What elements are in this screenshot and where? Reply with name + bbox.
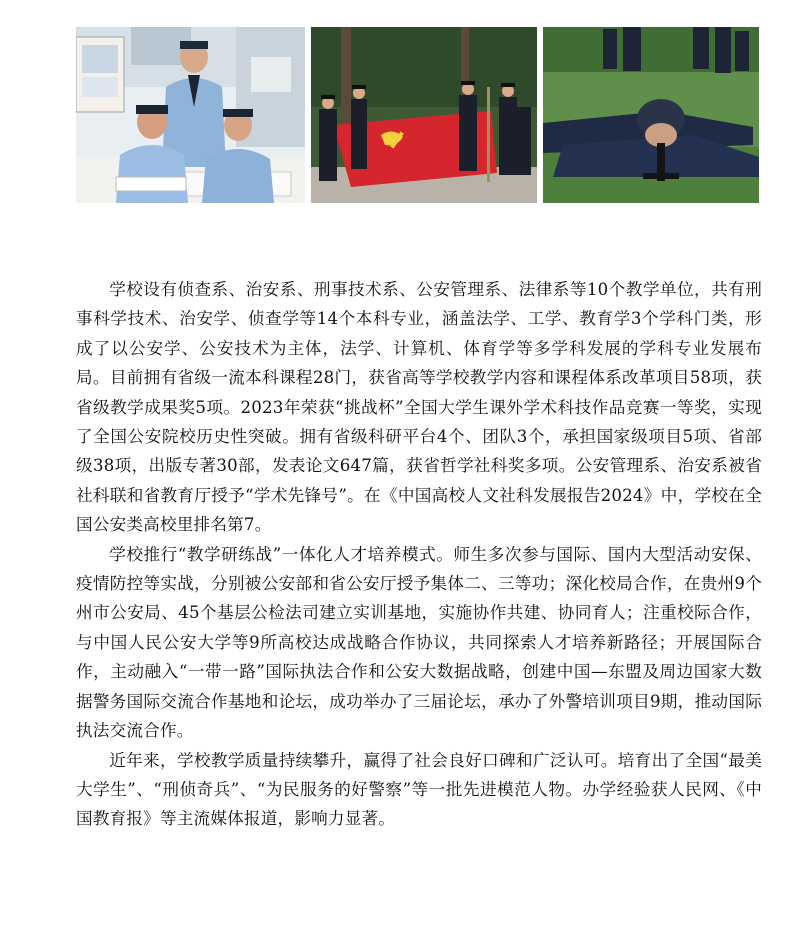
article-body — [76, 275, 762, 834]
paragraph-training-model: 学校推行“教学研练战”一体化人才培养模式。师生多次参与国际、国内大型活动安保、疫情防控等实战，分别被公安部和省公安厅授予集体二、三等功；深化校局合作，在贵州9个州市公安局、45个基层公检法司建立实训基地，实施协作共建、协同育人；注重校际合作，与中国人民公安大学等9所高校达成战略合作协议，共同探索人才培养新路径；开展国际合作，主动融入“一带一路”国际执法合作和公安大数据战略，创建中国—东盟及周边国家大数据警务国际交流合作基地和论坛，成功举办了三届论坛，承办了外警培训项目9期，推动国际执法交流合作。 — [76, 544, 762, 741]
paragraph-teaching-units: 学校设有侦查系、治安系、刑事技术系、公安管理系、法律系等10个教学单位，共有刑事科学技术、治安学、侦查学等14个本科专业，涵盖法学、工学、教育学3个学科门类，形成了以公安学、公安技术为主体，法学、计算机、体育学等多学科发展的学科专业发展布局。目前拥有省级一流本科课程28门，获省高等学校教学内容和课程体系改革项目58项，获省级教学成果奖5项。2023年荣获“挑战杯”全国大学生课外学术科技作品竞赛一等奖，实现了全国公安院校历史性突破。拥有省级科研平台4个、团队3个，承担国家级项目5项、省部级38项，出版专著30部，发表论文647篇，获省哲学社科奖多项。公安管理系、治安系被省社科联和省教育厅授予“学术先锋号”。在《中国高校人文社科发展报告2024》中，学校在全国公安类高校里排名第7。 — [76, 280, 762, 535]
party-flag-ceremony-image — [311, 27, 537, 203]
photo-strip — [76, 27, 759, 203]
officers-studying-image — [76, 27, 305, 203]
photo-officers-studying — [76, 27, 305, 203]
paragraph-recent-achievements: 近年来，学校教学质量持续攀升，赢得了社会良好口碑和广泛认可。培育出了全国“最美大学生”、“刑侦奇兵”、“为民服务的好警察”等一批先进模范人物。办学经验获人民网、《中国教育报》等主流媒体报道，影响力显著。 — [76, 750, 762, 829]
tactical-training-image — [543, 27, 759, 203]
photo-party-flag-ceremony — [311, 27, 537, 203]
photo-tactical-training — [543, 27, 759, 203]
